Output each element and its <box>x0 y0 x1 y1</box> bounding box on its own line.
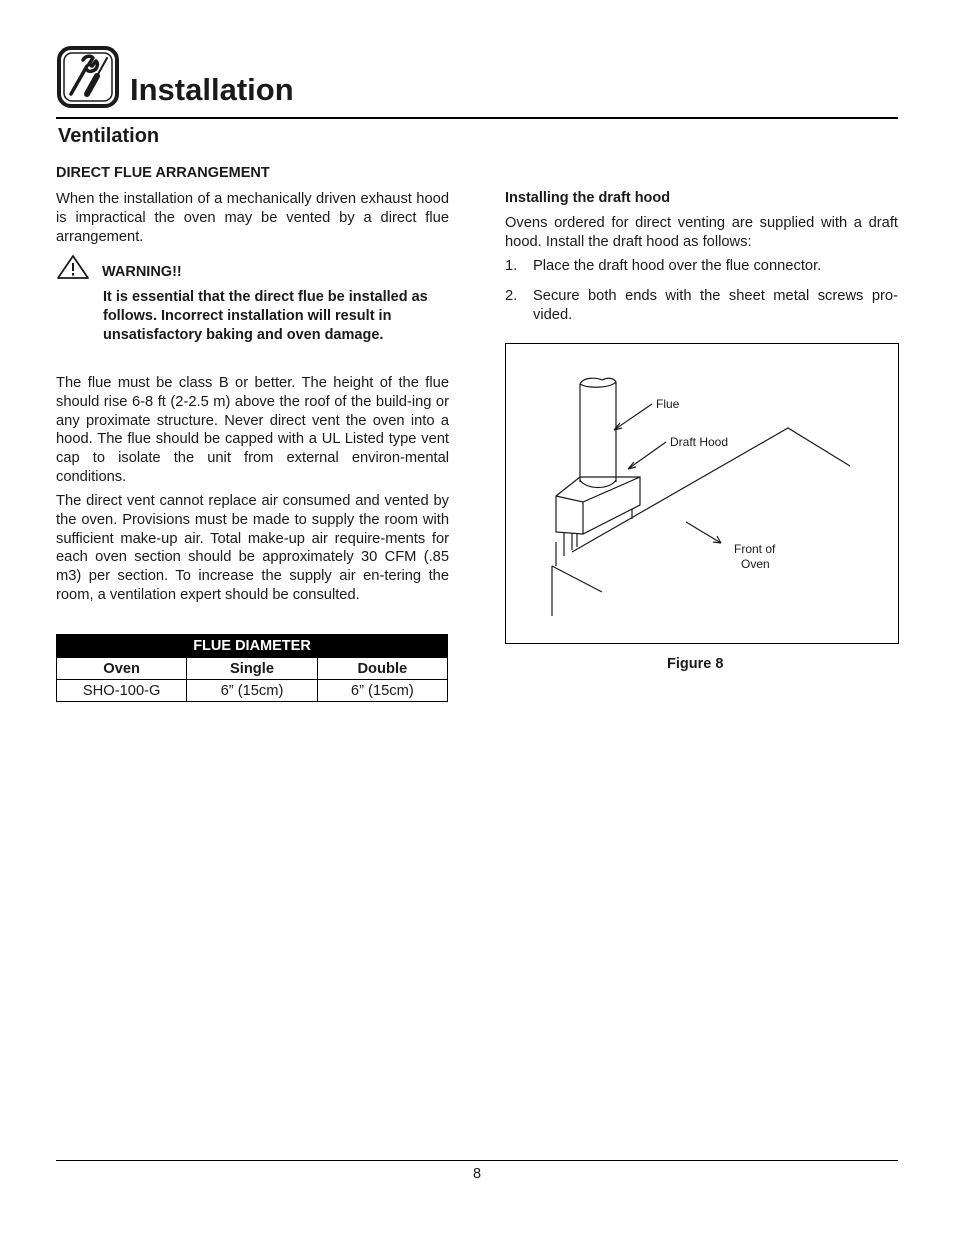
step-text: Place the draft hood over the flue connector. <box>533 258 822 274</box>
page-title: Installation <box>130 72 294 107</box>
list-item <box>505 257 898 276</box>
warning-text: It is essential that the direct flue be installed as follows. Incorrect installation will result in unsatisfactory baking and oven damage. <box>103 289 428 343</box>
figure-label-draft-hood: Draft Hood <box>670 435 729 449</box>
flue-diameter-table <box>56 634 448 702</box>
table-cell: 6” (15cm) <box>317 680 447 702</box>
figure-label-front-line1: Front of <box>734 542 776 556</box>
oven-outline <box>552 542 602 616</box>
step-text: Secure both ends with the sheet metal screws pro-vided. <box>533 287 898 323</box>
table-cell: SHO-100-G <box>57 680 187 702</box>
draft-hood-diagram <box>506 344 898 643</box>
figure-label-front-line2: Oven <box>741 557 770 571</box>
page-number: 8 <box>472 1166 482 1182</box>
table-header-cell: Double <box>317 658 447 680</box>
subheading-direct-flue: DIRECT FLUE ARRANGEMENT <box>56 165 270 181</box>
table-row <box>57 680 448 702</box>
subheading-draft-hood: Installing the draft hood <box>505 190 671 206</box>
table-caption: FLUE DIAMETER <box>57 635 448 658</box>
install-steps <box>505 257 898 335</box>
table-header-cell: Oven <box>57 658 187 680</box>
vent-paragraph: The direct vent cannot replace air consumed and vented by the oven. Provisions must be made to supply the room with sufficient make-up air. Total make-up air require-ments for each oven section should be approximately 30 CFM (.85 m3) per section. To increase the supply air en-tering the room, a ventilation expert should be consulted. <box>56 493 449 603</box>
table-header-row <box>57 658 448 680</box>
footer-rule <box>56 1160 898 1161</box>
flue-leader <box>614 404 652 430</box>
figure-draft-hood <box>505 343 899 644</box>
flue-top <box>580 378 616 387</box>
draft-hood-intro: Ovens ordered for direct venting are supplied with a draft hood. Install the draft hood as follows: <box>505 215 898 250</box>
intro-paragraph: When the installation of a mechanically driven exhaust hood is impractical the oven may be vented by a direct flue arrangement. <box>56 191 449 245</box>
draft-hood-leader <box>628 442 666 469</box>
section-title: Ventilation <box>58 125 160 147</box>
draft-hood-box <box>556 477 640 534</box>
figure-caption: Figure 8 <box>667 656 724 672</box>
front-leader <box>686 522 721 543</box>
warning-triangle-icon <box>56 254 90 280</box>
warning-title: WARNING!! <box>102 264 182 280</box>
table-cell: 6” (15cm) <box>187 680 317 702</box>
list-item <box>505 287 898 325</box>
wrench-screwdriver-icon <box>57 46 119 108</box>
figure-label-flue: Flue <box>656 397 680 411</box>
table-header-cell: Single <box>187 658 317 680</box>
header-rule <box>56 117 898 119</box>
step-number: 1. <box>505 258 518 274</box>
flue-pipe <box>580 382 616 482</box>
flue-paragraph: The flue must be class B or better. The height of the flue should rise 6-8 ft (2-2.5 m) above the roof of the build-ing or any proximate structure. Never direct vent the oven into a hood. The flue should be capped with a UL Listed type vent cap to isolate the unit from external environ-mental conditions. <box>56 375 449 485</box>
step-number: 2. <box>505 287 518 304</box>
